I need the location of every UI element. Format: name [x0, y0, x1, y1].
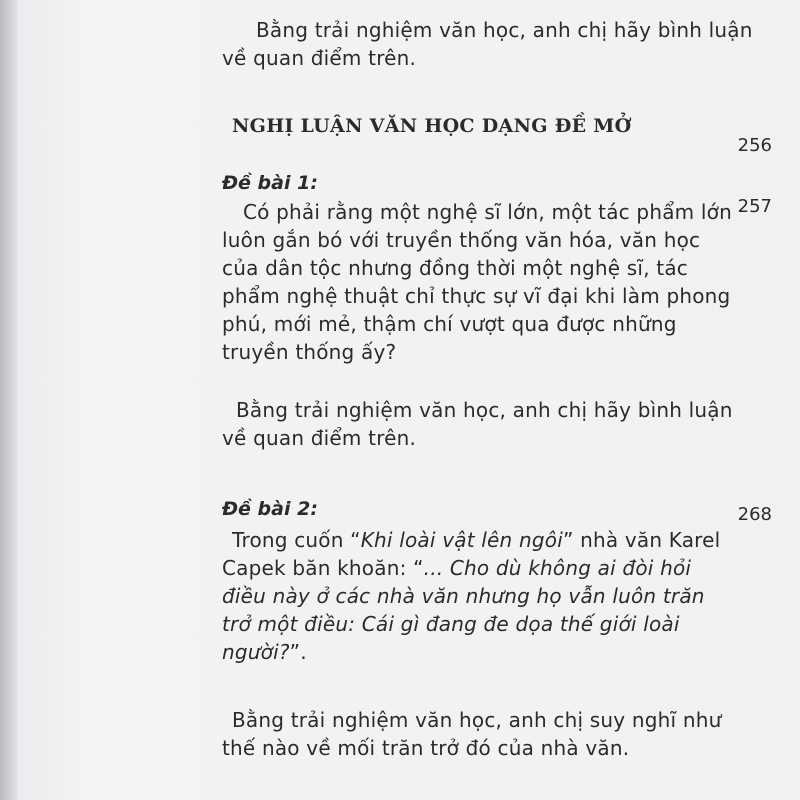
de-bai-1-line: phẩm nghệ thuật chỉ thực sự vĩ đại khi làm phong	[222, 284, 731, 308]
top-tail-line-2: về quan điểm trên.	[222, 46, 417, 70]
de-bai-2-closing-line-2: thế nào về mối trăn trở đó của nhà văn.	[222, 736, 630, 760]
text-run: Capek băn khoăn: “	[222, 556, 424, 580]
de-bai-2-page-number: 268	[737, 504, 772, 525]
de-bai-1-line: của dân tộc nhưng đồng thời một nghệ sĩ, tác	[222, 256, 688, 280]
page-gutter	[0, 0, 18, 800]
quote-text: ... Cho dù không ai đòi hỏi	[423, 556, 692, 580]
de-bai-1-closing-line-1: Bằng trải nghiệm văn học, anh chị hãy bình luận	[236, 398, 733, 422]
de-bai-2-line-3: điều này ở các nhà văn nhưng họ vẫn luôn trăn	[222, 584, 705, 608]
section-heading: NGHỊ LUẬN VĂN HỌC DẠNG ĐỀ MỞ	[232, 115, 632, 137]
de-bai-1-line: Có phải rằng một nghệ sĩ lớn, một tác phẩm lớn	[243, 200, 732, 224]
de-bai-2-label: Đề bài 2:	[222, 498, 318, 520]
book-title: Khi loài vật lên ngôi	[360, 528, 563, 552]
de-bai-2-line-5	[222, 640, 307, 664]
de-bai-2-closing-line-1: Bằng trải nghiệm văn học, anh chị suy nghĩ như	[232, 708, 722, 732]
de-bai-1-line: truyền thống ấy?	[222, 340, 397, 364]
de-bai-1-page-number: 257	[737, 196, 772, 217]
de-bai-2-line-4: trở một điều: Cái gì đang đe dọa thế giới loài	[222, 612, 680, 636]
text-run: ” nhà văn Karel	[562, 528, 721, 552]
text-run: Trong cuốn “	[232, 528, 361, 552]
de-bai-2-line-1	[232, 528, 720, 552]
top-tail-line-1: Bằng trải nghiệm văn học, anh chị hãy bình luận	[256, 18, 753, 42]
de-bai-1-line: phú, mới mẻ, thậm chí vượt qua được những	[222, 312, 677, 336]
de-bai-1-label: Đề bài 1:	[222, 172, 318, 194]
de-bai-1-closing-line-2: về quan điểm trên.	[222, 426, 417, 450]
de-bai-1-line: luôn gắn bó với truyền thống văn hóa, văn học	[222, 228, 701, 252]
text-run: ”.	[289, 640, 307, 664]
de-bai-2-line-2	[222, 556, 691, 580]
quote-text: người?	[222, 640, 290, 664]
section-page-number: 256	[737, 135, 772, 156]
